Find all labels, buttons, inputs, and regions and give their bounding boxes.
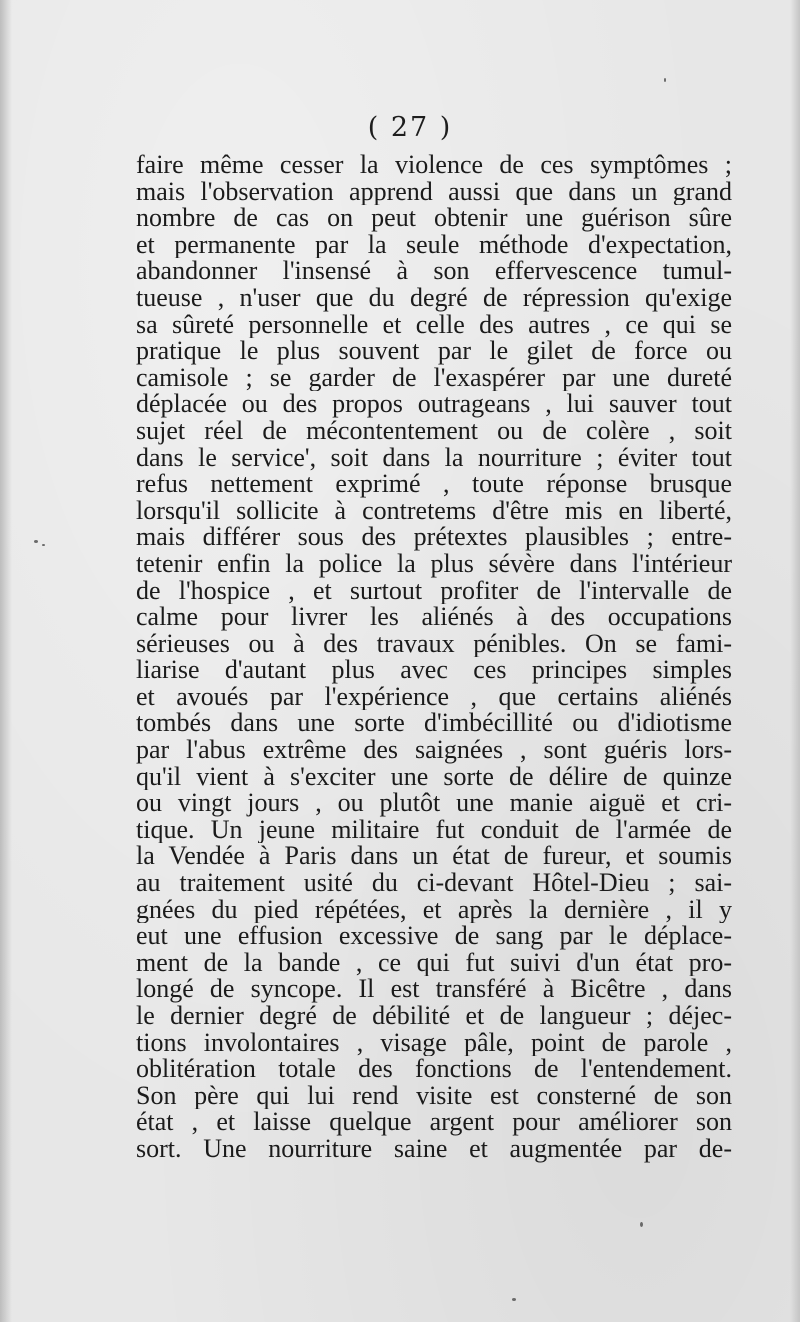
ink-speck <box>34 540 38 543</box>
text-line: sa sûreté personnelle et celle des autres , ce qui se <box>136 311 732 339</box>
ink-speck <box>640 1222 643 1227</box>
text-line: tombés dans une sorte d'imbécillité ou d'idiotisme <box>136 710 732 738</box>
text-line: sérieuses ou à des travaux pénibles. On se fami- <box>136 630 732 658</box>
text-line: faire même cesser la violence de ces symptômes ; <box>136 152 732 179</box>
text-line: au traitement usité du ci-devant Hôtel-Dieu ; sai- <box>136 870 732 897</box>
text-line: déplacée ou des propos outrageans , lui sauver tout <box>136 391 732 418</box>
page-right-edge-shadow <box>790 0 800 1322</box>
text-line: tique. Un jeune militaire fut conduit de l'armée de <box>136 816 732 844</box>
text-line: et avoués par l'expérience , que certains aliénés <box>136 683 732 711</box>
text-line: le dernier degré de débilité et de langueur ; déjec- <box>136 1003 732 1030</box>
text-line: sujet réel de mécontentement ou de colère , soit <box>136 417 732 445</box>
text-line: qu'il vient à s'exciter une sorte de délire de quinze <box>136 763 732 791</box>
text-line: gnées du pied répétées, et après la dernière , il y <box>136 896 732 924</box>
text-line: oblitération totale des fonctions de l'entendement. <box>136 1056 732 1083</box>
text-line: abandonner l'insensé à son effervescence tumul- <box>136 258 732 285</box>
text-line: liarise d'autant plus avec ces principes simples <box>136 657 732 684</box>
text-line: de l'hospice , et surtout profiter de l'intervalle de <box>136 577 732 605</box>
ink-speck <box>512 1298 516 1301</box>
text-line: ment de la bande , ce qui fut suivi d'un état pro- <box>136 949 732 977</box>
text-line: refus nettement exprimé , toute réponse brusque <box>136 471 732 498</box>
text-line: calme pour livrer les aliénés à des occupations <box>136 604 732 631</box>
text-line: pratique le plus souvent par le gilet de force ou <box>136 338 732 365</box>
text-line: la Vendée à Paris dans un état de fureur, et soumis <box>136 843 732 871</box>
text-line: camisole ; se garder de l'exaspérer par une dureté <box>136 364 732 392</box>
text-line: lorsqu'il sollicite à contretems d'être mis en liberté, <box>136 497 732 525</box>
text-line: ou vingt jours , ou plutôt une manie aiguë et cri- <box>136 790 732 817</box>
ink-speck <box>664 78 666 82</box>
body-text <box>136 152 732 1163</box>
text-line: mais différer sous des prétextes plausibles ; entre- <box>136 524 732 551</box>
page-left-edge-shadow <box>0 0 12 1322</box>
text-line: Son père qui lui rend visite est consterné de son <box>136 1082 732 1110</box>
text-line: tueuse , n'user que du degré de répression qu'exige <box>136 284 732 312</box>
text-line: tetenir enfin la police la plus sévère dans l'intérieur <box>136 550 732 578</box>
page-number: ( 27 ) <box>367 112 453 143</box>
text-line: et permanente par la seule méthode d'expectation, <box>136 231 732 259</box>
text-line: nombre de cas on peut obtenir une guérison sûre <box>136 205 732 232</box>
text-line: mais l'observation apprend aussi que dans un grand <box>136 178 732 206</box>
text-line: dans le service', soit dans la nourriture ; éviter tout <box>136 444 732 472</box>
text-line: tions involontaires , visage pâle, point de parole , <box>136 1029 732 1057</box>
text-line: longé de syncope. Il est transféré à Bicêtre , dans <box>136 976 732 1003</box>
text-line: état , et laisse quelque argent pour améliorer son <box>136 1109 732 1136</box>
text-line: sort. Une nourriture saine et augmentée par de- <box>136 1135 732 1163</box>
ink-speck <box>42 544 45 546</box>
text-line: eut une effusion excessive de sang par le déplace- <box>136 923 732 950</box>
text-line: par l'abus extrême des saignées , sont guéris lors- <box>136 737 732 764</box>
